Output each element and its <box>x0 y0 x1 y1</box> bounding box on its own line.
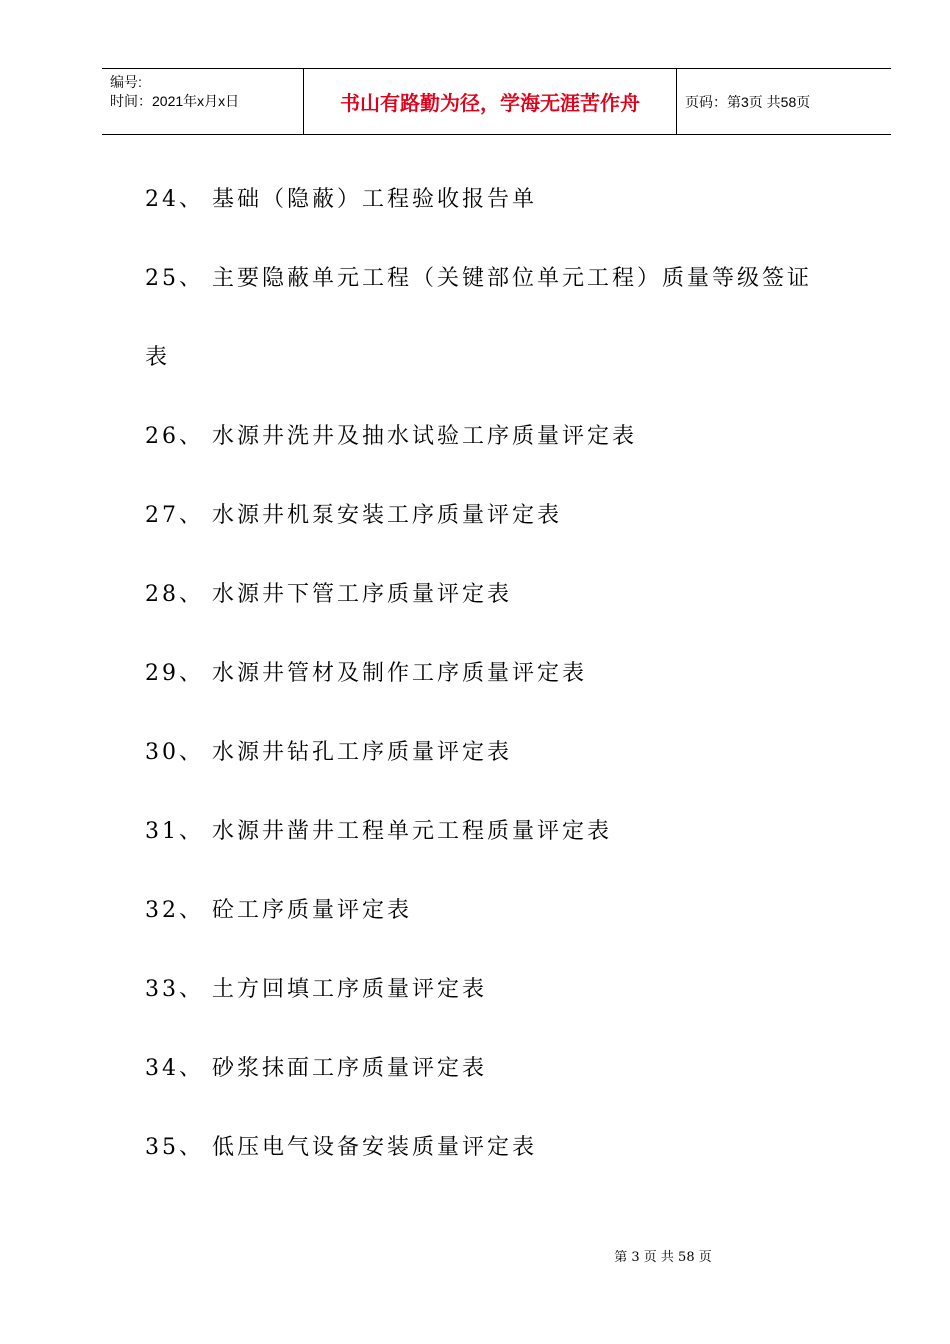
number-label: 编号: <box>110 74 142 90</box>
item-text: 水源井钻孔工序质量评定表 <box>212 740 513 765</box>
item-text: 水源井下管工序质量评定表 <box>212 582 513 607</box>
page-footer <box>0 1246 950 1265</box>
item-text: 水源井凿井工程单元工程质量评定表 <box>212 819 613 844</box>
item-text: 砼工序质量评定表 <box>212 898 413 923</box>
list-item <box>145 476 865 555</box>
item-text: 基础（隐蔽）工程验收报告单 <box>212 187 538 212</box>
item-text: 表 <box>145 345 171 370</box>
item-number: 33、 <box>145 977 204 1002</box>
item-text: 砂浆抹面工序质量评定表 <box>212 1056 488 1081</box>
list-item <box>145 871 865 950</box>
header-meta <box>102 69 303 134</box>
list-item <box>145 1108 865 1187</box>
item-text: 主要隐蔽单元工程（关键部位单元工程）质量等级签证 <box>212 266 813 291</box>
time-label: 时间：2021年x月x日 <box>110 93 240 109</box>
list-item <box>145 397 865 476</box>
document-list <box>145 160 865 1187</box>
header-page-info: 页码：第3页 共58页 <box>685 93 811 110</box>
list-item <box>145 239 865 318</box>
item-number: 24、 <box>145 187 204 212</box>
list-item <box>145 555 865 634</box>
list-item <box>145 1029 865 1108</box>
item-number: 35、 <box>145 1135 204 1160</box>
item-text: 水源井管材及制作工序质量评定表 <box>212 661 588 686</box>
item-number: 27、 <box>145 503 204 528</box>
item-text: 低压电气设备安装质量评定表 <box>212 1135 538 1160</box>
item-number: 26、 <box>145 424 204 449</box>
item-number: 29、 <box>145 661 204 686</box>
header-motto: 书山有路勤为径，学海无涯苦作舟 <box>303 69 677 134</box>
page-header <box>102 68 891 135</box>
list-item <box>145 792 865 871</box>
list-item <box>145 634 865 713</box>
page-number-footer: 第 3 页 共 58 页 <box>614 1250 712 1265</box>
item-number: 28、 <box>145 582 204 607</box>
item-number: 25、 <box>145 266 204 291</box>
item-text: 水源井机泵安装工序质量评定表 <box>212 503 563 528</box>
item-number: 32、 <box>145 898 204 923</box>
item-number: 34、 <box>145 1056 204 1081</box>
list-item-continuation <box>145 318 865 397</box>
item-text: 水源井洗井及抽水试验工序质量评定表 <box>212 424 638 449</box>
item-number: 30、 <box>145 740 204 765</box>
list-item <box>145 950 865 1029</box>
list-item <box>145 713 865 792</box>
item-number: 31、 <box>145 819 204 844</box>
item-text: 土方回填工序质量评定表 <box>212 977 488 1002</box>
list-item <box>145 160 865 239</box>
